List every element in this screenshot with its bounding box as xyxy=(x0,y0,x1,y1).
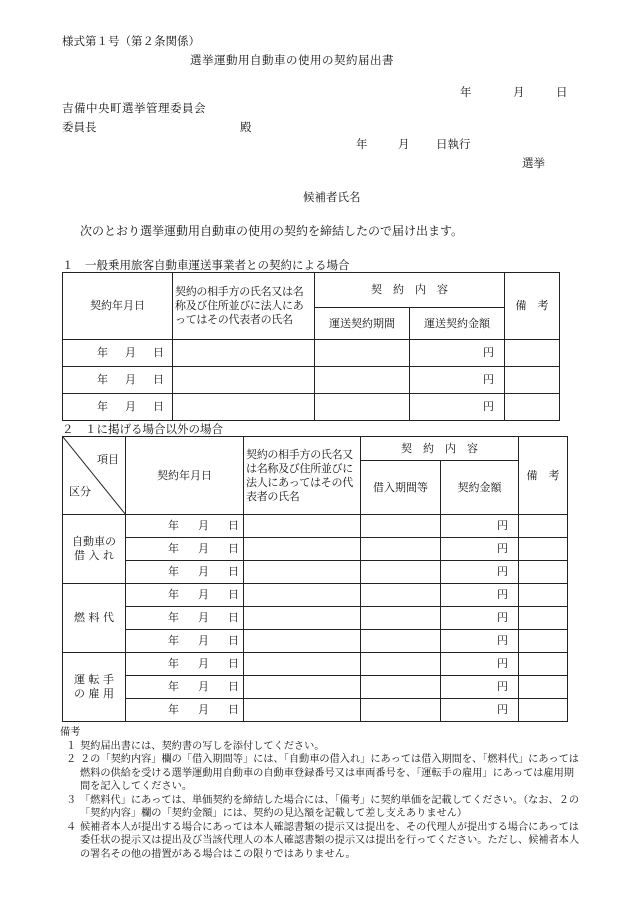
period-cell[interactable] xyxy=(361,561,441,584)
honorific: 殿 xyxy=(240,120,252,134)
addressee-chair: 委員長 xyxy=(62,120,97,134)
party-cell[interactable] xyxy=(244,515,361,538)
table-row xyxy=(63,367,560,394)
s1-header-amount: 運送契約金額 xyxy=(410,308,505,340)
diagonal-line xyxy=(63,437,126,515)
table-row xyxy=(63,561,568,584)
table-row xyxy=(63,653,568,676)
election-day: 日執行 xyxy=(436,137,471,151)
category-label: 区分 xyxy=(69,485,91,498)
submit-date-month: 月 xyxy=(513,85,525,99)
item-label: 項目 xyxy=(97,453,119,466)
note-item: １ 契約届出書には、契約書の写しを添付してください。 xyxy=(66,740,325,752)
notes-section xyxy=(62,726,582,861)
party-cell[interactable] xyxy=(244,584,361,607)
date-cell[interactable]: 年 月 日 xyxy=(63,340,173,367)
remarks-cell[interactable] xyxy=(519,630,568,653)
period-cell[interactable] xyxy=(315,340,410,367)
document-title: 選挙運動用自動車の使用の契約届出書 xyxy=(190,53,394,67)
table-row xyxy=(63,699,568,722)
intro-text: 次のとおり選挙運動用自動車の使用の契約を締結したので届け出ます。 xyxy=(80,224,464,238)
amount-cell[interactable]: 円 xyxy=(441,561,519,584)
party-cell[interactable] xyxy=(244,676,361,699)
period-cell[interactable] xyxy=(361,515,441,538)
category-fuel: 燃 料 代 xyxy=(63,584,126,653)
amount-cell[interactable]: 円 xyxy=(441,607,519,630)
s2-header-remarks: 備 考 xyxy=(519,437,568,515)
note-item: ４ 候補者本人が提出する場合にあっては本人確認書類の提示又は提出を、その代理人が提出する場合にあっては委任状の提示又は提出及び当該代理人の本人確認書類の提示又は提出を行ってください。ただし、候補者本人の署名その他の措置がある場合はこの限りではありません。 xyxy=(66,821,580,860)
amount-cell[interactable]: 円 xyxy=(441,515,519,538)
table-row xyxy=(63,515,568,538)
party-cell[interactable] xyxy=(244,699,361,722)
remarks-cell[interactable] xyxy=(519,676,568,699)
party-cell[interactable] xyxy=(244,561,361,584)
s1-header-party: 契約の相手方の氏名又は名称及び住所並びに法人にあってはその代表者の氏名 xyxy=(173,273,315,340)
period-cell[interactable] xyxy=(361,699,441,722)
note-item: ２ ２の「契約内容」欄の「借入期間等」には、「自動車の借入れ」にあっては借入期間を、「燃料代」にあっては燃料の供給を受ける選挙運動用自動車の自動車登録番号又は車両番号を、「運転手の雇用」にあっては雇用期間を記入してください。 xyxy=(66,754,579,792)
amount-cell[interactable]: 円 xyxy=(441,699,519,722)
addressee-org: 吉備中央町選挙管理委員会 xyxy=(62,101,206,115)
period-cell[interactable] xyxy=(315,367,410,394)
section1-heading: １ 一般乗用旅客自動車運送事業者との契約による場合 xyxy=(62,258,350,272)
remarks-cell[interactable] xyxy=(519,538,568,561)
form-number: 様式第１号（第２条関係） xyxy=(62,34,200,48)
party-cell[interactable] xyxy=(173,340,315,367)
party-cell[interactable] xyxy=(244,607,361,630)
date-cell[interactable]: 年 月 日 xyxy=(126,561,244,584)
amount-cell[interactable]: 円 xyxy=(410,340,505,367)
s2-header-content: 契 約 内 容 xyxy=(361,437,519,461)
amount-cell[interactable]: 円 xyxy=(441,653,519,676)
submit-date-year: 年 xyxy=(460,85,472,99)
s1-header-period: 運送契約期間 xyxy=(315,308,410,340)
remarks-cell[interactable] xyxy=(519,653,568,676)
party-cell[interactable] xyxy=(173,367,315,394)
remarks-cell[interactable] xyxy=(505,340,560,367)
table-row xyxy=(63,630,568,653)
section1-table xyxy=(62,272,560,421)
table-row xyxy=(63,394,560,421)
date-cell[interactable]: 年 月 日 xyxy=(126,538,244,561)
notes-heading: 備考 xyxy=(60,727,81,738)
period-cell[interactable] xyxy=(361,653,441,676)
amount-cell[interactable]: 円 xyxy=(410,367,505,394)
remarks-cell[interactable] xyxy=(519,561,568,584)
date-cell[interactable]: 年 月 日 xyxy=(63,367,173,394)
category-car-rental: 自動車の 借 入 れ xyxy=(63,515,126,584)
submit-date-day: 日 xyxy=(556,85,568,99)
date-cell[interactable]: 年 月 日 xyxy=(126,515,244,538)
amount-cell[interactable]: 円 xyxy=(441,584,519,607)
remarks-cell[interactable] xyxy=(519,515,568,538)
table-row xyxy=(63,340,560,367)
amount-cell[interactable]: 円 xyxy=(441,538,519,561)
amount-cell[interactable]: 円 xyxy=(441,676,519,699)
party-cell[interactable] xyxy=(173,394,315,421)
amount-cell[interactable]: 円 xyxy=(410,394,505,421)
s2-header-date: 契約年月日 xyxy=(126,437,244,515)
date-cell[interactable]: 年 月 日 xyxy=(126,699,244,722)
candidate-name-label: 候補者氏名 xyxy=(303,190,361,204)
party-cell[interactable] xyxy=(244,653,361,676)
remarks-cell[interactable] xyxy=(505,367,560,394)
section2-heading: ２ １に掲げる場合以外の場合 xyxy=(62,422,223,436)
period-cell[interactable] xyxy=(361,538,441,561)
party-cell[interactable] xyxy=(244,538,361,561)
section2-table xyxy=(62,436,568,722)
period-cell[interactable] xyxy=(361,607,441,630)
period-cell[interactable] xyxy=(361,584,441,607)
date-cell[interactable]: 年 月 日 xyxy=(126,630,244,653)
amount-cell[interactable]: 円 xyxy=(441,630,519,653)
s1-header-content: 契 約 内 容 xyxy=(315,273,505,308)
period-cell[interactable] xyxy=(361,676,441,699)
note-item: ３ 「燃料代」にあっては、単価契約を締結した場合には、「備考」に契約単価を記載してください。（なお、２の「契約内容」欄の「契約金額」には、契約の見込額を記載して差し支えありません） xyxy=(66,794,580,819)
date-cell[interactable]: 年 月 日 xyxy=(126,653,244,676)
period-cell[interactable] xyxy=(361,630,441,653)
remarks-cell[interactable] xyxy=(505,394,560,421)
table-row xyxy=(63,676,568,699)
date-cell[interactable]: 年 月 日 xyxy=(126,676,244,699)
table-row xyxy=(63,584,568,607)
remarks-cell[interactable] xyxy=(519,607,568,630)
table-row xyxy=(63,607,568,630)
election-name: 選挙 xyxy=(522,156,545,170)
election-month: 月 xyxy=(398,137,410,151)
table-row xyxy=(63,538,568,561)
item-category-header xyxy=(63,437,126,515)
s2-header-period: 借入期間等 xyxy=(361,461,441,515)
remarks-cell[interactable] xyxy=(519,699,568,722)
s1-header-remarks: 備 考 xyxy=(505,273,560,340)
s2-header-party: 契約の相手方の氏名又は名称及び住所並びに法人にあってはその代表者の氏名 xyxy=(244,437,361,515)
date-cell[interactable]: 年 月 日 xyxy=(126,584,244,607)
party-cell[interactable] xyxy=(244,630,361,653)
date-cell[interactable]: 年 月 日 xyxy=(126,607,244,630)
s2-header-amount: 契約金額 xyxy=(441,461,519,515)
s1-header-date: 契約年月日 xyxy=(63,273,173,340)
remarks-cell[interactable] xyxy=(519,584,568,607)
election-year: 年 xyxy=(356,137,368,151)
date-cell[interactable]: 年 月 日 xyxy=(63,394,173,421)
period-cell[interactable] xyxy=(315,394,410,421)
category-driver: 運 転 手 の 雇 用 xyxy=(63,653,126,722)
